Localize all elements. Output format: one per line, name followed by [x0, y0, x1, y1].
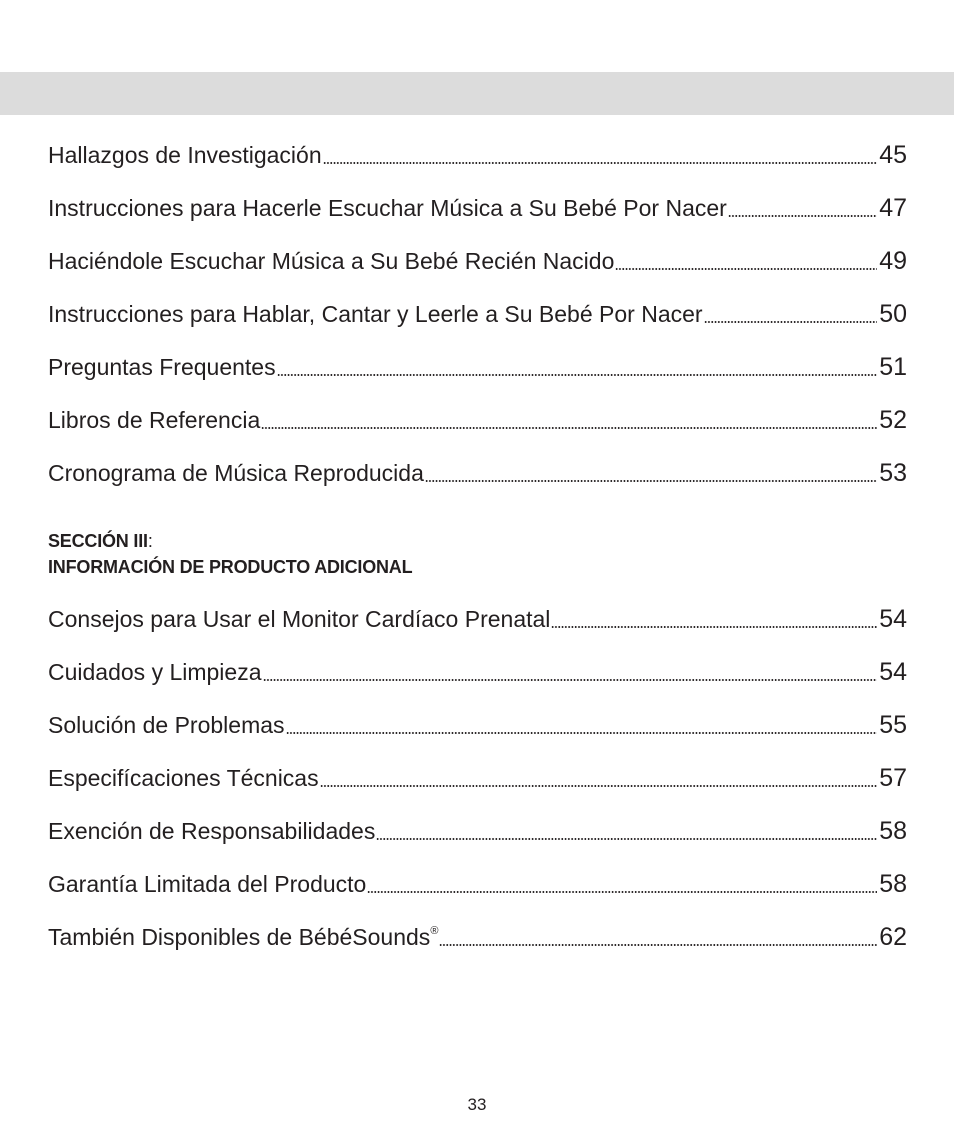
toc-entry[interactable] — [48, 816, 907, 846]
toc-entry-page: 55 — [879, 711, 907, 739]
dot-leader — [320, 785, 878, 787]
toc-entry-page: 57 — [879, 764, 907, 792]
toc-entry[interactable] — [48, 657, 907, 687]
toc-entry[interactable] — [48, 405, 907, 435]
toc-entry[interactable] — [48, 763, 907, 793]
toc-entry-page: 54 — [879, 658, 907, 686]
section-title: INFORMACIÓN DE PRODUCTO ADICIONAL — [48, 557, 413, 577]
toc-entry-title: Hallazgos de Investigación — [48, 142, 322, 168]
section-label: SECCIÓN III — [48, 531, 148, 551]
dot-leader — [551, 626, 877, 628]
toc-entry-title: Garantía Limitada del Producto — [48, 871, 367, 897]
registered-mark: ® — [430, 925, 439, 937]
dot-leader — [261, 427, 877, 429]
page-number: 33 — [467, 1095, 487, 1114]
dot-leader — [615, 268, 877, 270]
toc-entry-title: Especifícaciones Técnicas — [48, 765, 319, 791]
dot-leader — [439, 944, 877, 946]
toc-entry-page: 53 — [879, 459, 907, 487]
dot-leader — [286, 732, 878, 734]
toc-entry[interactable] — [48, 710, 907, 740]
toc-entry-page: 45 — [879, 141, 907, 169]
toc-entry[interactable] — [48, 869, 907, 899]
toc-entry-title: Libros de Referencia — [48, 407, 261, 433]
toc-entry-page: 51 — [879, 353, 907, 381]
section-label-line — [48, 528, 648, 554]
toc-entry[interactable] — [48, 193, 907, 223]
dot-leader — [367, 891, 877, 893]
toc-entry-title — [48, 922, 438, 952]
toc-entry-page: 52 — [879, 406, 907, 434]
toc-entry-page: 50 — [879, 300, 907, 328]
section-colon: : — [147, 531, 153, 551]
toc-entry-page: 47 — [879, 194, 907, 222]
dot-leader — [376, 838, 877, 840]
toc-entry-page: 62 — [879, 923, 907, 951]
toc-entry[interactable] — [48, 140, 907, 170]
toc-entry-page: 58 — [879, 817, 907, 845]
toc-entry-title: Consejos para Usar el Monitor Cardíaco Prenatal — [48, 606, 551, 632]
toc-entry-title: Cronograma de Música Reproducida — [48, 460, 424, 486]
toc-entry-page: 58 — [879, 870, 907, 898]
dot-leader — [728, 215, 877, 217]
toc-entry[interactable] — [48, 352, 907, 382]
header-band — [0, 72, 954, 115]
dot-leader — [263, 679, 878, 681]
toc-entry[interactable] — [48, 604, 907, 634]
toc-entry[interactable] — [48, 246, 907, 276]
toc-entry[interactable] — [48, 922, 907, 952]
toc-entry-page: 54 — [879, 605, 907, 633]
toc-entry-title-text: También Disponibles de BébéSounds — [48, 924, 431, 950]
toc-entry[interactable] — [48, 299, 907, 329]
toc-entry-title: Solución de Problemas — [48, 712, 285, 738]
toc-entry-title: Preguntas Frequentes — [48, 354, 276, 380]
dot-leader — [704, 321, 878, 323]
toc-entry-title: Instrucciones para Hacerle Escuchar Música a Su Bebé Por Nacer — [48, 195, 727, 221]
dot-leader — [425, 480, 877, 482]
toc-entry[interactable] — [48, 458, 907, 488]
toc-entry-title: Haciéndole Escuchar Música a Su Bebé Recién Nacido — [48, 248, 615, 274]
dot-leader — [277, 374, 878, 376]
toc-entry-title: Instrucciones para Hablar, Cantar y Leerle a Su Bebé Por Nacer — [48, 301, 703, 327]
toc-entry-page: 49 — [879, 247, 907, 275]
dot-leader — [323, 162, 878, 164]
toc-entry-title: Exención de Responsabilidades — [48, 818, 376, 844]
section-heading — [48, 528, 648, 580]
toc-entry-title: Cuidados y Limpieza — [48, 659, 262, 685]
